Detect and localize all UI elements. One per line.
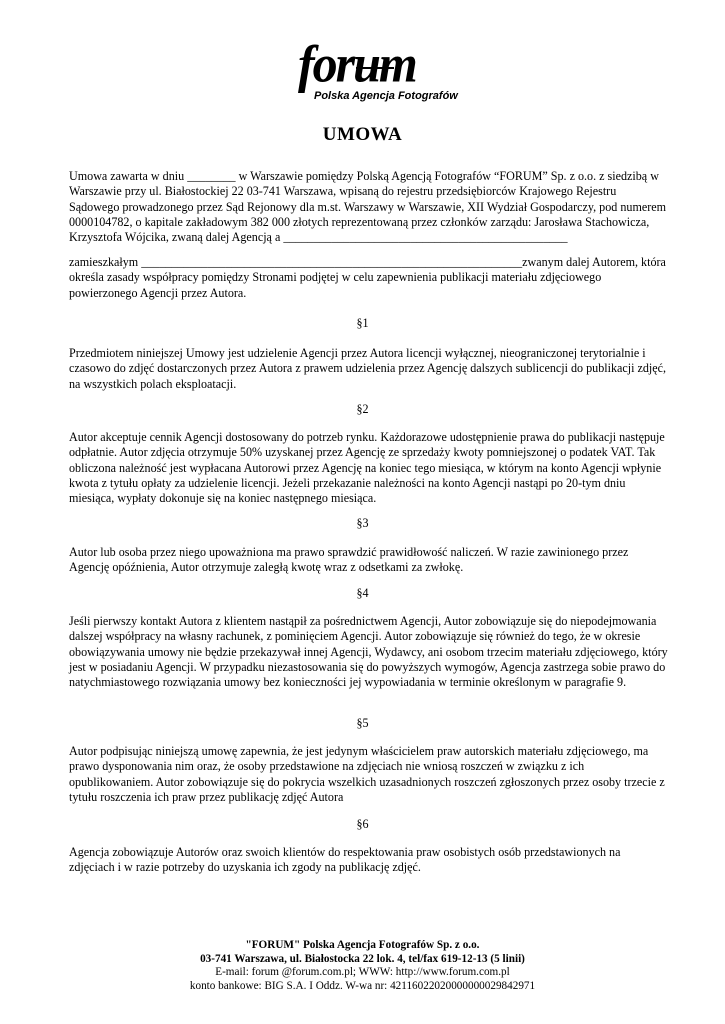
section-1-heading: §1 (356, 316, 369, 330)
section-5-heading: §5 (356, 716, 369, 730)
footer-address: 03-741 Warszawa, ul. Białostocka 22 lok. 4, tel/fax 619-12-13 (5 linii) (200, 952, 525, 965)
section-3-text: Autor lub osoba przez niego upoważniona ma prawo sprawdzić prawidłowość naliczeń. W razie zawinionego przez Agencję opóźnienia, Autor otrzymuje zaległą kwotę wraz z odsetkami za zwłokę. (69, 545, 629, 575)
section-5-body (69, 744, 669, 805)
section-3-heading: §3 (356, 516, 369, 530)
section-6-body (69, 845, 669, 876)
section-1-text: Przedmiotem niniejszej Umowy jest udzielenie Agencji przez Autora licencji wyłącznej, nieograniczonej terytorialnie i czasowo do zdjęć dostarczonych przez Autora z prawem udzielenia przez Agencję dalszych sublicencji do publikacji zdjęć, na wszystkich polach eksploatacji. (69, 346, 667, 391)
intro-paragraph-1 (69, 169, 669, 245)
footer-bank-account: konto bankowe: BIG S.A. I Oddz. W-wa nr: 42116022020000000029842971 (189, 979, 536, 992)
forum-logo (296, 28, 458, 108)
footer-contact: E-mail: forum @forum.com.pl; WWW: http://www.forum.com.pl (215, 966, 510, 978)
section-2-text: Autor akceptuje cennik Agencji dostosowany do potrzeb rynku. Każdorazowe udostępnienie prawa do publikacji następuje odpłatnie. Autor zdjęcia otrzymuje 50% uzyskanej przez Agencję ze sprzedaży kwoty pomniejszonej o podatek VAT. Tak obliczona należność jest wypłacana Autorowi przez Agencję na koniec tego miesiąca, w którym na konto Agencji wpłynie kwota z tytułu opłaty za udzielenie licencji. Jeżeli przekazanie należności na konto Agencji nastąpi po 20-tym dniu miesiąca, wypłaty dokonuje się na koniec następnego miesiąca. (69, 430, 665, 506)
logo-subtitle: Polska Agencja Fotografów (314, 90, 458, 102)
section-4-text: Jeśli pierwszy kontakt Autora z klientem nastąpił za pośrednictwem Agencji, Autor zobowiązuje się do niepodejmowania dalszej współpracy na własny rachunek, z pominięciem Agencji. Autor zobowiązuje się również do tego, że w okresie obowiązywania umowy nie będzie przekazywał innej Agencji, Wydawcy, ani osobom trzecim materiału zdjęciowego, który jest w posiadaniu Agencji. W przypadku niezastosowania się do powyższych wymogów, Agencja zastrzega sobie prawo do natychmiastowego rozwiązania umowy bez konieczności jej wypowiadania w terminie określonym w paragrafie 9. (69, 614, 668, 690)
section-2-body (69, 430, 669, 506)
intro-paragraph-1-text: Umowa zawarta w dniu ________ w Warszawie pomiędzy Polską Agencją Fotografów “FORUM” Sp. z o.o. z siedzibą w Warszawie przy ul. Białostockiej 22 03-741 Warszawa, wpisaną do rejestru przedsiębiorców Krajowego Rejestru Sądowego prowadzonego przez Sąd Rejonowy dla m.st. Warszawy w Warszawie, XII Wydział Gospodarczy, pod numerem 0000104782, o kapitale zakładowym 382 000 złotych reprezentowaną przez członków zarządu: Jarosława Stachowicza, Krzysztofa Wójcika, zwaną dalej Agencją a _______________________________________________ (69, 169, 667, 245)
intro-paragraph-2-text: zamieszkałym _______________________________________________________________zwanym dalej Autorem, która określa zasady współpracy pomiędzy Stronami podjętej w celu zapewnienia publikacji materiału zdjęciowego powierzonego Agencji przez Autora. (69, 255, 666, 300)
section-6-text: Agencja zobowiązuje Autorów oraz swoich klientów do respektowania praw osobistych osób przedstawionych na zdjęciach i w razie potrzeby do uzyskania ich zgody na publikację zdjęć. (69, 845, 621, 875)
section-6-heading: §6 (356, 817, 369, 831)
section-5-text: Autor podpisując niniejszą umowę zapewnia, że jest jedynym właścicielem praw autorskich materiału zdjęciowego, ma prawo dysponowania nim oraz, że osoby przedstawione na zdjęciach nie wniosą roszczeń w związku z ich opublikowaniem. Autor zobowiązuje się do pokrycia wszelkich uzasadnionych roszczeń zgłoszonych przez osoby trzecie z tytułu roszczenia ich praw przez publikację zdjęć Autora (69, 744, 665, 804)
logo-wordmark: forum (298, 34, 416, 93)
intro-paragraph-2 (69, 255, 669, 301)
section-3-body (69, 545, 669, 576)
section-2-heading: §2 (356, 402, 369, 416)
section-1-body (69, 346, 669, 392)
section-4-body (69, 614, 669, 690)
company-footer (0, 939, 725, 993)
footer-company-name: "FORUM" Polska Agencja Fotografów Sp. z o.o. (245, 939, 480, 951)
document-title: UMOWA (322, 124, 403, 145)
section-4-heading: §4 (356, 586, 369, 600)
